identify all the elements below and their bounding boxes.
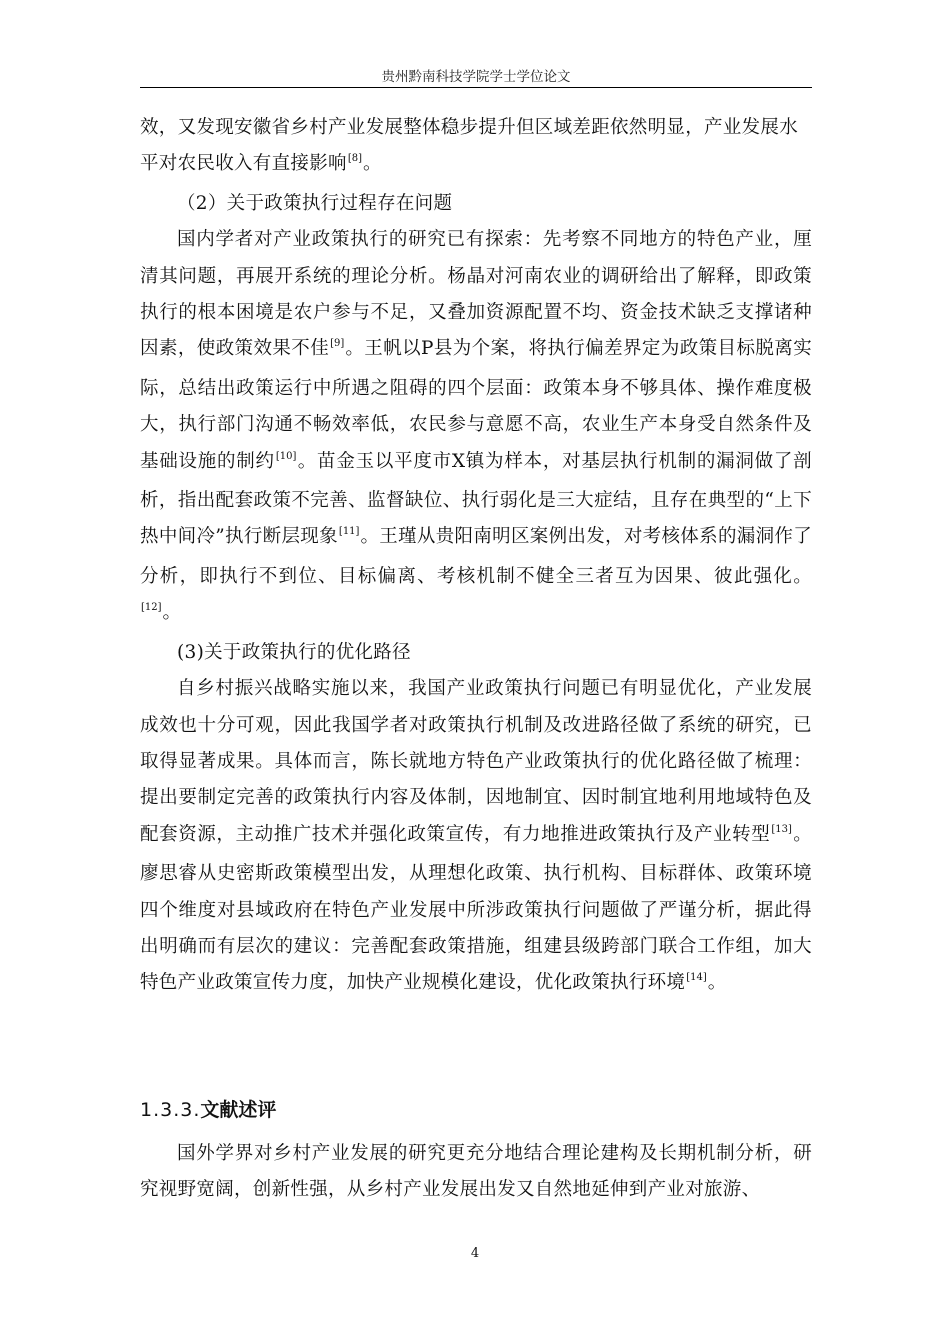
paragraph-continued	[140, 110, 812, 186]
running-header: 贵州黔南科技学院学士学位论文	[381, 69, 571, 85]
citation-marker: [10]	[275, 450, 297, 462]
section-title: 文献述评	[200, 1099, 277, 1121]
citation-marker: [8]	[347, 153, 362, 165]
paragraph-tail: 。	[707, 972, 727, 994]
paragraph-text: 效，又发现安徽省乡村产业发展整体稳步提升但区域差距依然明显，产业发展水平对农民收入有直接影响	[140, 117, 799, 175]
page-number: 4	[470, 1246, 480, 1261]
header-rule	[140, 87, 812, 88]
citation-marker: [14]	[686, 972, 707, 984]
paragraph-text: 国内学者对产业政策执行的研究已有探索：先考察不同地方的特色产业，厘清其问题，再展开系统的理论分析。杨晶对河南农业的调研给出了解释，即政策执行的根本困境是农户参与不足，又叠加资源配置不均、资金技术缺乏支撑诸种因素，使政策效果不佳	[140, 229, 812, 360]
subheading-2: （2）关于政策执行过程存在问题	[177, 192, 453, 214]
citation-marker: [9]	[330, 338, 345, 350]
citation-marker: [12]	[141, 602, 162, 614]
paragraph-text: 。廖思睿从史密斯政策模型出发，从理想化政策、执行机构、目标群体、政策环境四个维度对县域政府在特色产业发展中所涉政策执行问题做了严谨分析，据此得出明确而有层次的建议：完善配套政策措施，组建县级跨部门联合工作组，加大特色产业政策宣传力度，加快产业规模化建设，优化政策执行环境	[140, 823, 812, 994]
paragraph-text: 。苗金玉以平度市X镇为样本，对基层执行机制的漏洞做了剖析，指出配套政策不完善、监督缺位、执行弱化是三大症结，且存在典型的“上下热中间冷”执行断层现象	[140, 450, 812, 548]
paragraph-tail: 。	[362, 153, 382, 175]
body-text-bottom	[140, 1136, 812, 1209]
paragraph-text: 自乡村振兴战略实施以来，我国产业政策执行问题已有明显优化，产业发展成效也十分可观，因此我国学者对政策执行机制及改进路径做了系统的研究，已取得显著成果。具体而言，陈长就地方特色产业政策执行的优化路径做了梳理：提出要制定完善的政策执行内容及体制，因地制宜、因时制宜地利用地域特色及配套资源，主动推广技术并强化政策宣传，有力地推进政策执行及产业转型	[140, 678, 812, 845]
paragraph-text: 。王帆以P县为个案，将执行偏差界定为政策目标脱离实际，总结出政策运行中所遇之阻碍的四个层面：政策本身不够具体、操作难度极大，执行部门沟通不畅效率低，农民参与意愿不高，农业生产本身受自然条件及基础设施的制约	[140, 338, 812, 472]
paragraph-optimization	[140, 671, 812, 1005]
subheading-3: (3)关于政策执行的优化路径	[177, 641, 411, 663]
section-number: 1.3.3.	[140, 1099, 201, 1121]
paragraph-text: 。王瑾从贵阳南明区案例出发，对考核体系的漏洞作了分析，即执行不到位、目标偏离、考核机制不健全三者互为因果、彼此强化。	[140, 526, 812, 587]
paragraph-literature-review: 国外学界对乡村产业发展的研究更充分地结合理论建构及长期机制分析，研究视野宽阔，创新性强，从乡村产业发展出发又自然地延伸到产业对旅游、	[140, 1143, 812, 1201]
section-heading	[140, 1096, 276, 1124]
paragraph-tail: 。	[162, 602, 182, 624]
citation-marker: [11]	[338, 526, 360, 538]
body-text-top	[140, 110, 812, 1005]
citation-marker: [13]	[771, 823, 792, 835]
paragraph-policy-problems	[140, 222, 812, 634]
